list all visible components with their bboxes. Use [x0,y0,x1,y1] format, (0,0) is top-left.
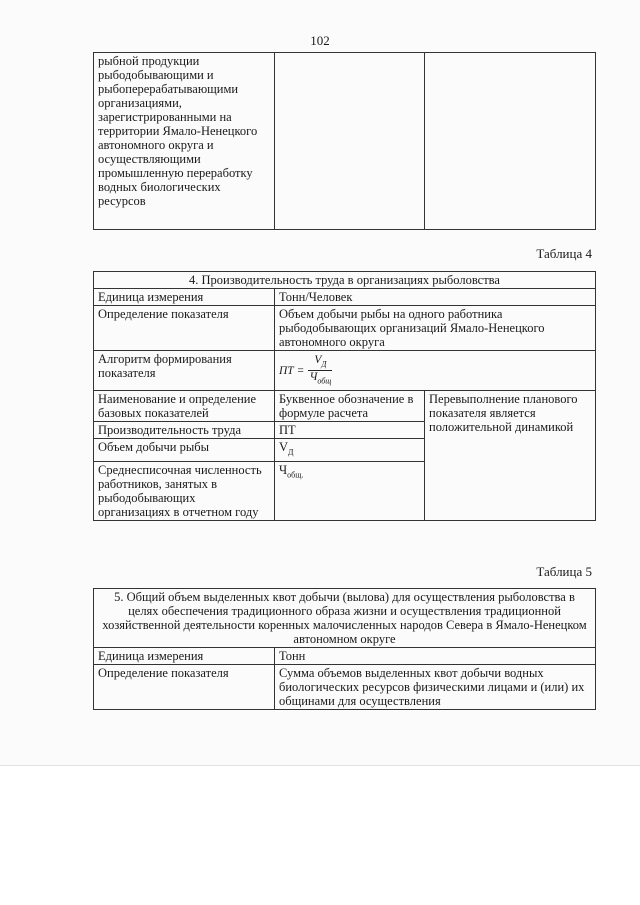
table-4 [93,271,596,521]
indicator-name: Среднесписочная численность работников, занятых в рыбодобывающих организациях в отчетном году [94,461,275,520]
unit-value: Тонн/Человек [275,289,596,306]
base-indicators-label: Наименование и определение базовых показателей [94,391,275,422]
definition-value: Объем добычи рыбы на одного работника рыбодобывающих организаций Ямало-Ненецкого автономного округа [275,306,596,351]
table-5 [93,588,596,710]
table-row [94,648,596,665]
unit-label: Единица измерения [94,648,275,665]
indicator-code: $V_Д$ [275,439,425,462]
indicator-name: Объем добычи рыбы [94,439,275,462]
formula-lhs: ПТ = [279,364,305,377]
table-4-caption: Таблица 4 [536,246,592,261]
letter-designation-label: Буквенное обозначение в формуле расчета [275,391,425,422]
definition-label: Определение показателя [94,306,275,351]
indicator-code: ПТ [275,422,425,439]
table-row [94,391,596,422]
continuation-table [93,52,596,230]
indicator-name: Производительность труда [94,422,275,439]
continuation-text: рыбной продукции рыбодобывающими и рыбоперерабатывающими организациями, зарегистрированными на территории Ямало-Ненецкого автономного округа и осуществляющими промышленную переработку водных биологических ресурсов [94,53,275,230]
dynamics-note: Перевыполнение планового показателя является положительной динамикой [425,391,596,521]
algorithm-label: Алгоритм формирования показателя [94,351,275,391]
page-number: 102 [310,33,330,48]
table-5-caption: Таблица 5 [536,564,592,579]
table-row [94,289,596,306]
formula-denominator: $Ч_{общ}$ [309,371,332,386]
indicator-code: $Ч_{общ.}$ [275,461,425,520]
formula [279,354,332,388]
table-row [94,589,596,648]
empty-cell [425,53,596,230]
unit-value: Тонн [275,648,596,665]
empty-cell [275,53,425,230]
definition-label: Определение показателя [94,665,275,710]
table-row [94,351,596,391]
table-5-title: 5. Общий объем выделенных квот добычи (вылова) для осуществления рыболовства в целях обеспечения традиционного образа жизни и осуществления традиционной хозяйственной деятельности коренных малочисленных народов Севера в Ямало-Ненецком автономном округе [94,589,596,648]
formula-cell [275,351,596,391]
table-row [94,665,596,710]
formula-numerator: $V_Д$ [308,354,332,371]
unit-label: Единица измерения [94,289,275,306]
table-row [94,306,596,351]
table-row [94,272,596,289]
table-4-title: 4. Производительность труда в организациях рыболовства [94,272,596,289]
definition-value: Сумма объемов выделенных квот добычи водных биологических ресурсов физическими лицами и (или) их общинами для осуществления [275,665,596,710]
table-row [94,53,596,230]
formula-fraction [308,354,332,388]
